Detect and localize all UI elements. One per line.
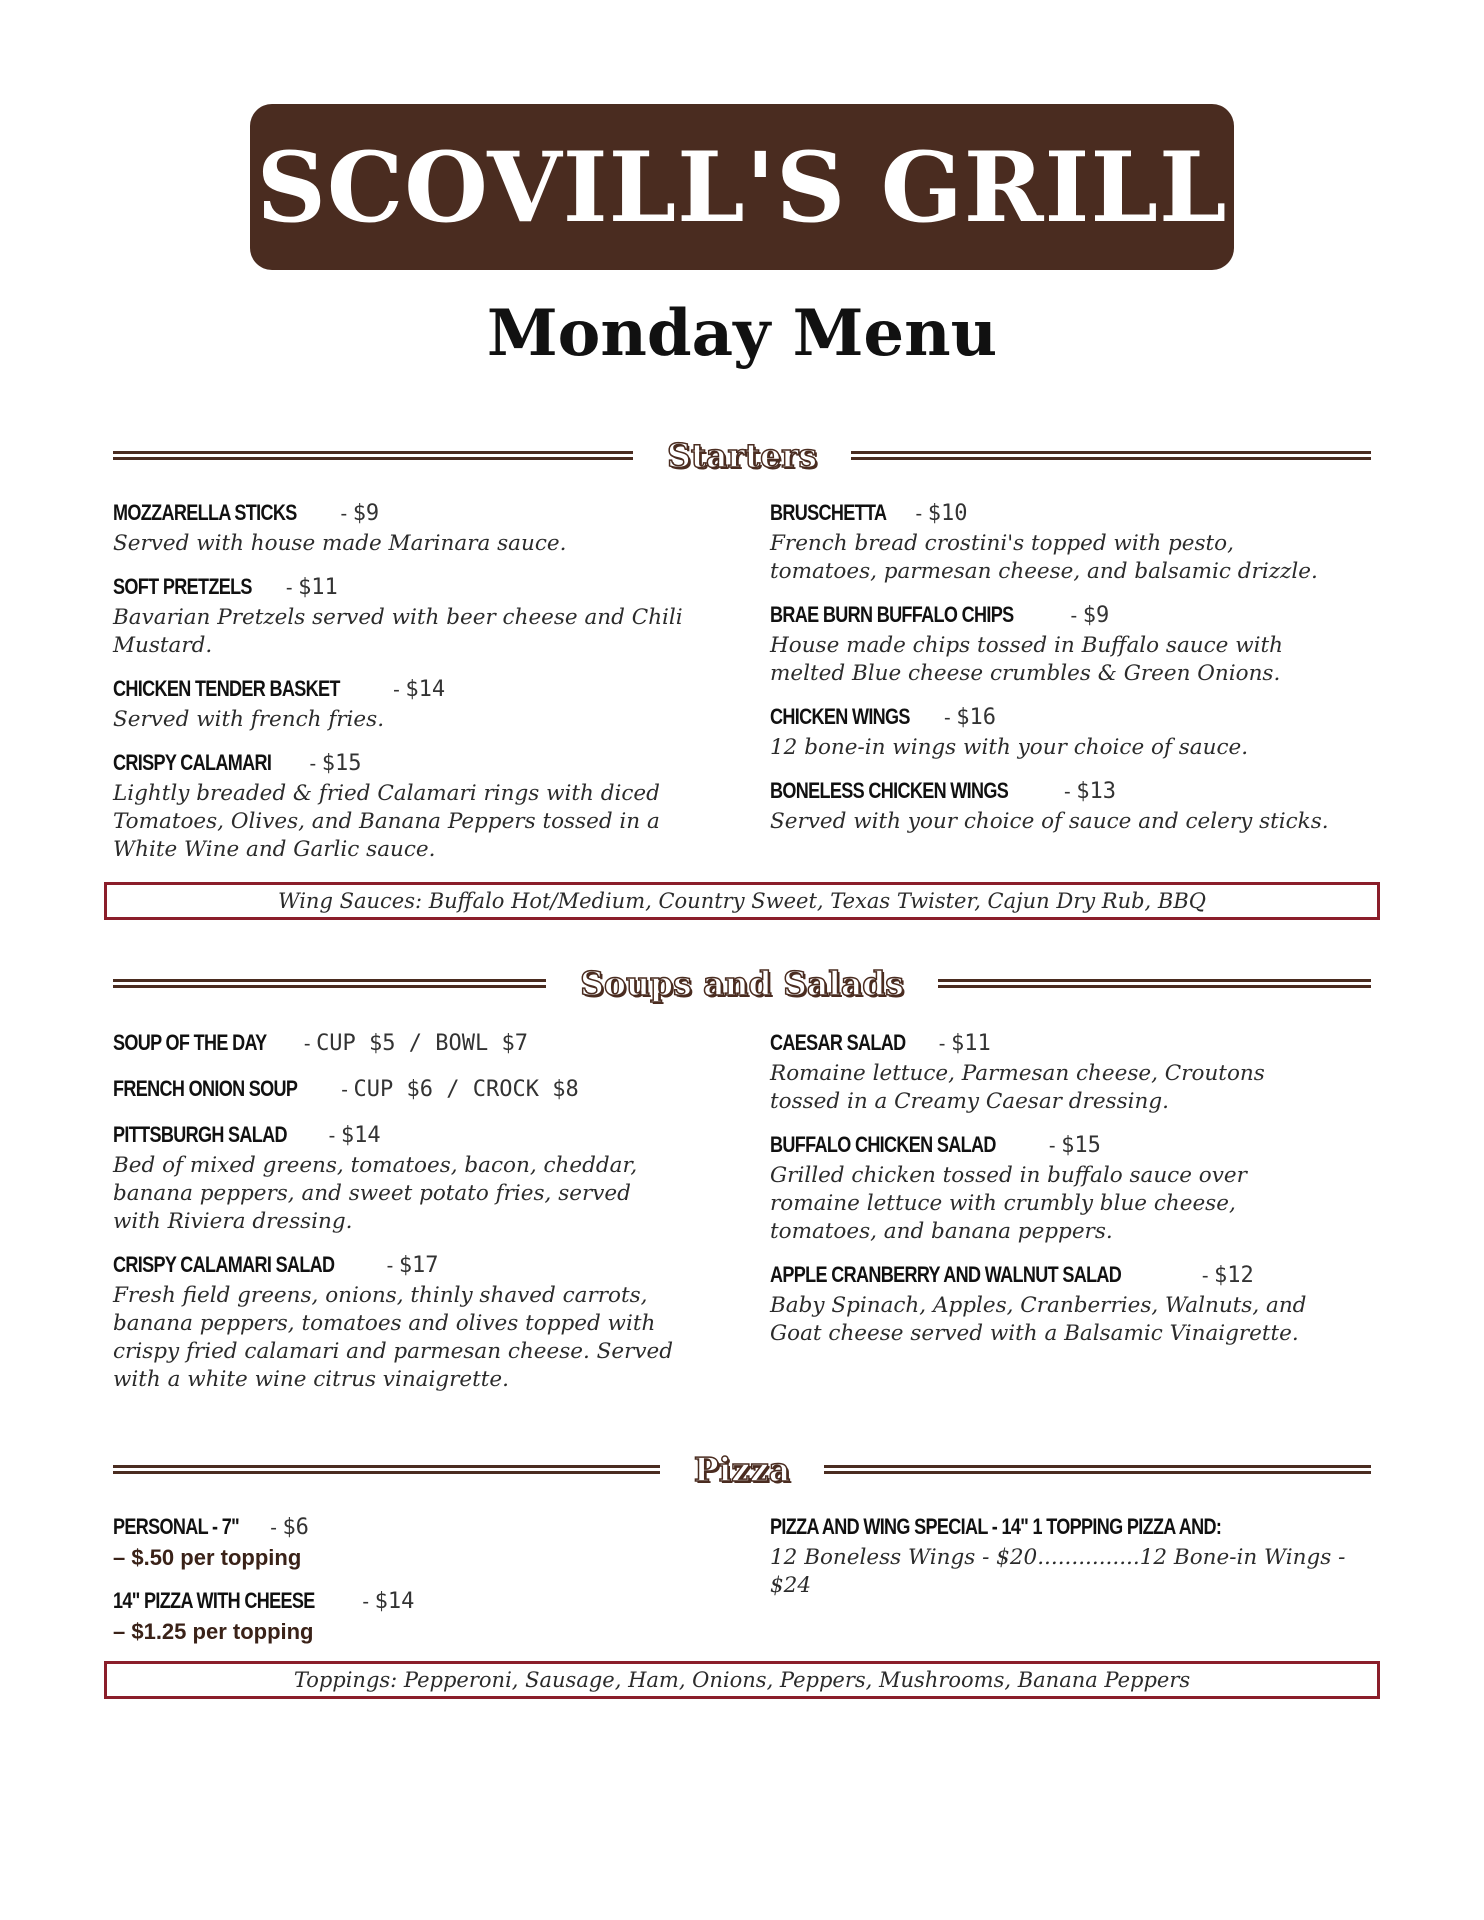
separator: - bbox=[1064, 605, 1083, 627]
separator: - bbox=[933, 1033, 951, 1055]
item-name: SOUP OF THE DAY bbox=[113, 1030, 267, 1055]
separator: - bbox=[303, 753, 322, 775]
menu-item bbox=[770, 702, 1340, 762]
item-name: MOZZARELLA STICKS bbox=[113, 500, 297, 525]
item-name: BRUSCHETTA bbox=[770, 500, 887, 525]
item-price: CUP $5 / BOWL $7 bbox=[316, 1031, 528, 1056]
section-title: Starters bbox=[666, 435, 818, 475]
starters-left-column bbox=[113, 498, 683, 878]
item-description: Romaine lettuce, Parmesan cheese, Croutons tossed in a Creamy Caesar dressing. bbox=[770, 1061, 1265, 1114]
item-name: SOFT PRETZELS bbox=[113, 574, 252, 599]
item-description: Lightly breaded & fried Calamari rings with diced Tomatoes, Olives, and Banana Peppers tossed in a White Wine and Garlic sauce. bbox=[113, 781, 660, 862]
item-name: BUFFALO CHICKEN SALAD bbox=[770, 1132, 996, 1157]
item-price: $15 bbox=[1061, 1133, 1101, 1158]
pizza-special-desc: 12 Boneless Wings - $20...............12 Bone-in Wings - $24 bbox=[770, 1545, 1346, 1598]
item-name: 14" PIZZA WITH CHEESE bbox=[113, 1588, 315, 1613]
menu-item bbox=[770, 1260, 1340, 1348]
menu-item bbox=[113, 748, 683, 864]
menu-item bbox=[113, 1512, 683, 1572]
separator: - bbox=[298, 1033, 317, 1055]
item-name: CRISPY CALAMARI bbox=[113, 750, 272, 775]
item-price: $6 bbox=[282, 1515, 309, 1540]
restaurant-name: SCOVILL'S GRILL bbox=[256, 130, 1228, 244]
starters-right-column bbox=[770, 498, 1340, 850]
toppings-note: Toppings: Pepperoni, Sausage, Ham, Onions, Peppers, Mushrooms, Banana Peppers bbox=[104, 1661, 1380, 1699]
item-description: 12 bone-in wings with your choice of sauce. bbox=[770, 735, 1249, 760]
section-header-pizza bbox=[113, 1444, 1371, 1494]
separator: - bbox=[1196, 1265, 1215, 1287]
menu-item bbox=[770, 1028, 1340, 1116]
item-description: Bavarian Pretzels served with beer cheese and Chili Mustard. bbox=[113, 605, 683, 658]
menu-item bbox=[770, 600, 1340, 688]
divider-rule bbox=[938, 979, 1371, 988]
section-title: Soups and Salads bbox=[580, 963, 904, 1003]
item-name: BRAE BURN BUFFALO CHIPS bbox=[770, 602, 1014, 627]
menu-item bbox=[770, 498, 1340, 586]
soups-right-column bbox=[770, 1028, 1340, 1362]
menu-item bbox=[113, 1028, 683, 1060]
menu-item bbox=[113, 1250, 683, 1394]
item-description: French bread crostini's topped with pesto, tomatoes, parmesan cheese, and balsamic drizzle. bbox=[770, 531, 1318, 584]
item-price: $9 bbox=[1082, 603, 1110, 628]
item-name: CAESAR SALAD bbox=[770, 1030, 906, 1055]
menu-title: Monday Menu bbox=[486, 296, 998, 371]
separator: - bbox=[334, 503, 353, 525]
item-price: $15 bbox=[321, 751, 362, 776]
item-name: CHICKEN TENDER BASKET bbox=[113, 676, 340, 701]
item-price: $12 bbox=[1214, 1263, 1254, 1288]
item-price: $10 bbox=[927, 501, 968, 526]
divider-rule bbox=[113, 451, 633, 460]
item-topping-price: – $1.25 per topping bbox=[113, 1619, 314, 1644]
item-name: PERSONAL - 7" bbox=[113, 1514, 239, 1539]
item-description: Baby Spinach, Apples, Cranberries, Walnuts, and Goat cheese served with a Balsamic Vinaigrette. bbox=[770, 1293, 1307, 1346]
item-topping-price: – $.50 per topping bbox=[113, 1545, 302, 1570]
section-header-soups-salads bbox=[113, 958, 1371, 1008]
item-price: $14 bbox=[405, 677, 446, 702]
separator: - bbox=[264, 1517, 283, 1539]
separator: - bbox=[280, 577, 299, 599]
item-price: CUP $6 / CROCK $8 bbox=[353, 1077, 579, 1102]
wing-sauces-note: Wing Sauces: Buffalo Hot/Medium, Country Sweet, Texas Twister, Cajun Dry Rub, BBQ bbox=[104, 882, 1380, 920]
item-price: $16 bbox=[956, 705, 997, 730]
menu-item bbox=[770, 1130, 1340, 1246]
item-price: $11 bbox=[298, 575, 338, 600]
item-price: $17 bbox=[398, 1253, 439, 1278]
divider-rule bbox=[113, 1465, 660, 1474]
divider-rule bbox=[113, 979, 546, 988]
separator: - bbox=[1043, 1135, 1062, 1157]
item-name: BONELESS CHICKEN WINGS bbox=[770, 778, 1009, 803]
soups-left-column bbox=[113, 1028, 683, 1408]
item-price: $11 bbox=[950, 1031, 991, 1056]
item-name: CRISPY CALAMARI SALAD bbox=[113, 1252, 335, 1277]
item-price: $13 bbox=[1076, 779, 1116, 804]
menu-item bbox=[113, 498, 683, 558]
pizza-special-name: PIZZA AND WING SPECIAL - 14" 1 TOPPING PIZZA AND: bbox=[770, 1514, 1222, 1539]
divider-rule bbox=[851, 451, 1371, 460]
item-description: Fresh field greens, onions, thinly shaved carrots, banana peppers, tomatoes and olives topped with crispy fried calamari and parmesan cheese. Served with a white wine citrus vinaigrette. bbox=[113, 1283, 674, 1392]
separator: - bbox=[1058, 781, 1077, 803]
separator: - bbox=[938, 707, 957, 729]
section-title: Pizza bbox=[693, 1449, 791, 1489]
menu-item bbox=[113, 674, 683, 734]
menu-item bbox=[113, 1586, 683, 1646]
separator: - bbox=[381, 1255, 399, 1277]
item-description: House made chips tossed in Buffalo sauce with melted Blue cheese crumbles & Green Onions. bbox=[770, 633, 1283, 686]
menu-item bbox=[770, 776, 1340, 836]
item-name: PITTSBURGH SALAD bbox=[113, 1122, 287, 1147]
item-price: $14 bbox=[374, 1589, 415, 1614]
separator: - bbox=[387, 679, 406, 701]
item-price: $9 bbox=[352, 501, 380, 526]
item-name: CHICKEN WINGS bbox=[770, 704, 910, 729]
item-name: FRENCH ONION SOUP bbox=[113, 1076, 298, 1101]
section-header-starters bbox=[113, 430, 1371, 480]
item-description: Grilled chicken tossed in buffalo sauce over romaine lettuce with crumbly blue cheese, tomatoes, and banana peppers. bbox=[770, 1163, 1247, 1244]
separator: - bbox=[323, 1125, 341, 1147]
divider-rule bbox=[824, 1465, 1371, 1474]
restaurant-logo bbox=[250, 104, 1234, 270]
separator: - bbox=[356, 1591, 375, 1613]
item-description: Served with your choice of sauce and celery sticks. bbox=[770, 809, 1329, 834]
menu-item bbox=[113, 1074, 683, 1106]
pizza-left-column bbox=[113, 1512, 683, 1660]
menu-item bbox=[113, 1120, 683, 1236]
item-price: $14 bbox=[340, 1123, 381, 1148]
item-name: APPLE CRANBERRY AND WALNUT SALAD bbox=[770, 1262, 1122, 1287]
separator: - bbox=[335, 1079, 354, 1101]
item-description: Bed of mixed greens, tomatoes, bacon, cheddar, banana peppers, and sweet potato fries, served with Riviera dressing. bbox=[113, 1153, 638, 1234]
menu-item bbox=[113, 572, 683, 660]
item-description: Served with french fries. bbox=[113, 707, 385, 732]
item-description: Served with house made Marinara sauce. bbox=[113, 531, 567, 556]
pizza-special bbox=[770, 1512, 1390, 1600]
separator: - bbox=[909, 503, 928, 525]
